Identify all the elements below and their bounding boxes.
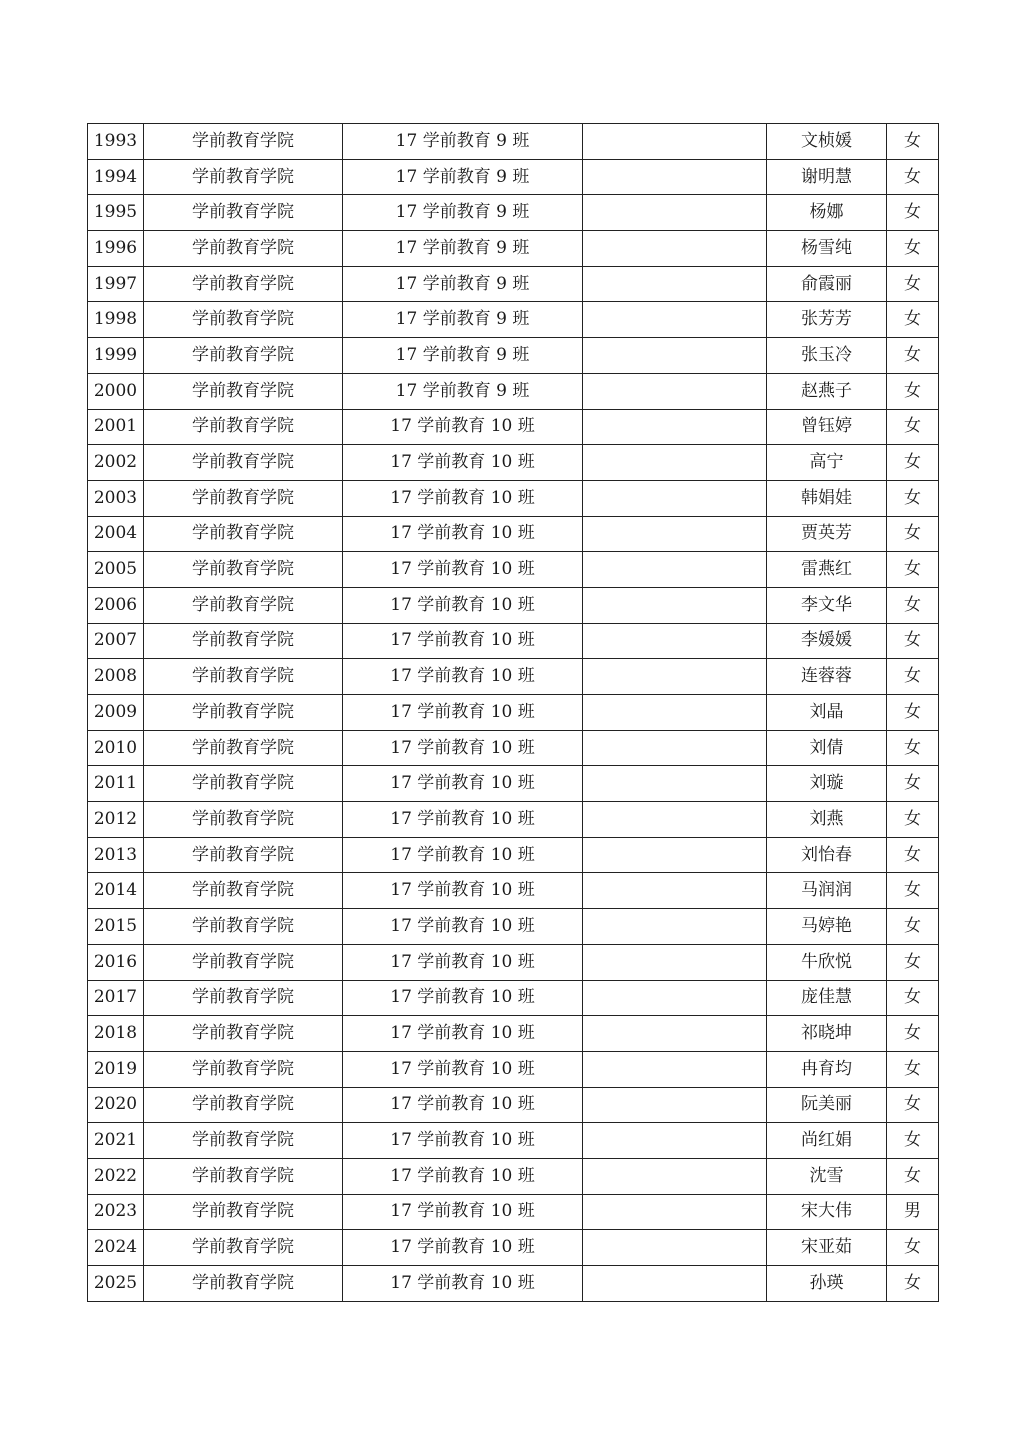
college-cell: 学前教育学院 xyxy=(144,516,343,552)
gender-cell: 女 xyxy=(887,231,939,267)
class-cell: 17 学前教育 10 班 xyxy=(343,659,583,695)
gender-cell: 女 xyxy=(887,1230,939,1266)
row-number-cell: 2024 xyxy=(88,1230,144,1266)
gender-cell: 女 xyxy=(887,445,939,481)
row-number-cell: 2023 xyxy=(88,1194,144,1230)
table-row xyxy=(88,266,939,302)
college-cell: 学前教育学院 xyxy=(144,909,343,945)
table-row xyxy=(88,231,939,267)
row-number-cell: 2007 xyxy=(88,623,144,659)
row-number-cell: 2013 xyxy=(88,837,144,873)
blank-cell xyxy=(583,159,767,195)
blank-cell xyxy=(583,695,767,731)
blank-cell xyxy=(583,944,767,980)
blank-cell xyxy=(583,195,767,231)
gender-cell: 女 xyxy=(887,873,939,909)
blank-cell xyxy=(583,124,767,160)
student-name-cell: 刘璇 xyxy=(767,766,887,802)
row-number-cell: 2000 xyxy=(88,373,144,409)
row-number-cell: 2002 xyxy=(88,445,144,481)
table-row xyxy=(88,802,939,838)
blank-cell xyxy=(583,1051,767,1087)
row-number-cell: 1993 xyxy=(88,124,144,160)
student-name-cell: 连蓉蓉 xyxy=(767,659,887,695)
row-number-cell: 2008 xyxy=(88,659,144,695)
student-name-cell: 李文华 xyxy=(767,587,887,623)
blank-cell xyxy=(583,1266,767,1302)
college-cell: 学前教育学院 xyxy=(144,1194,343,1230)
row-number-cell: 2022 xyxy=(88,1158,144,1194)
row-number-cell: 2018 xyxy=(88,1016,144,1052)
college-cell: 学前教育学院 xyxy=(144,409,343,445)
row-number-cell: 1998 xyxy=(88,302,144,338)
student-name-cell: 刘倩 xyxy=(767,730,887,766)
class-cell: 17 学前教育 10 班 xyxy=(343,623,583,659)
blank-cell xyxy=(583,373,767,409)
student-name-cell: 刘怡春 xyxy=(767,837,887,873)
class-cell: 17 学前教育 10 班 xyxy=(343,1230,583,1266)
table-row xyxy=(88,730,939,766)
blank-cell xyxy=(583,1016,767,1052)
gender-cell: 女 xyxy=(887,159,939,195)
college-cell: 学前教育学院 xyxy=(144,124,343,160)
class-cell: 17 学前教育 10 班 xyxy=(343,766,583,802)
college-cell: 学前教育学院 xyxy=(144,195,343,231)
college-cell: 学前教育学院 xyxy=(144,944,343,980)
college-cell: 学前教育学院 xyxy=(144,159,343,195)
row-number-cell: 2003 xyxy=(88,480,144,516)
table-row xyxy=(88,944,939,980)
table-row xyxy=(88,766,939,802)
blank-cell xyxy=(583,302,767,338)
table-row xyxy=(88,516,939,552)
college-cell: 学前教育学院 xyxy=(144,1123,343,1159)
class-cell: 17 学前教育 10 班 xyxy=(343,1194,583,1230)
table-row xyxy=(88,659,939,695)
college-cell: 学前教育学院 xyxy=(144,980,343,1016)
row-number-cell: 1995 xyxy=(88,195,144,231)
table-row xyxy=(88,195,939,231)
class-cell: 17 学前教育 10 班 xyxy=(343,837,583,873)
college-cell: 学前教育学院 xyxy=(144,873,343,909)
gender-cell: 女 xyxy=(887,802,939,838)
blank-cell xyxy=(583,1087,767,1123)
blank-cell xyxy=(583,802,767,838)
student-name-cell: 尚红娟 xyxy=(767,1123,887,1159)
gender-cell: 女 xyxy=(887,373,939,409)
table-row xyxy=(88,338,939,374)
blank-cell xyxy=(583,1230,767,1266)
gender-cell: 女 xyxy=(887,1158,939,1194)
college-cell: 学前教育学院 xyxy=(144,338,343,374)
student-name-cell: 刘晶 xyxy=(767,695,887,731)
student-name-cell: 沈雪 xyxy=(767,1158,887,1194)
table-row xyxy=(88,480,939,516)
row-number-cell: 2015 xyxy=(88,909,144,945)
college-cell: 学前教育学院 xyxy=(144,1016,343,1052)
gender-cell: 女 xyxy=(887,516,939,552)
row-number-cell: 2001 xyxy=(88,409,144,445)
class-cell: 17 学前教育 10 班 xyxy=(343,730,583,766)
class-cell: 17 学前教育 9 班 xyxy=(343,302,583,338)
college-cell: 学前教育学院 xyxy=(144,659,343,695)
table-row xyxy=(88,837,939,873)
gender-cell: 女 xyxy=(887,409,939,445)
table-row xyxy=(88,373,939,409)
blank-cell xyxy=(583,480,767,516)
student-name-cell: 谢明慧 xyxy=(767,159,887,195)
row-number-cell: 2017 xyxy=(88,980,144,1016)
blank-cell xyxy=(583,231,767,267)
college-cell: 学前教育学院 xyxy=(144,1158,343,1194)
gender-cell: 女 xyxy=(887,944,939,980)
student-name-cell: 冉育均 xyxy=(767,1051,887,1087)
class-cell: 17 学前教育 10 班 xyxy=(343,1016,583,1052)
row-number-cell: 2009 xyxy=(88,695,144,731)
class-cell: 17 学前教育 10 班 xyxy=(343,480,583,516)
class-cell: 17 学前教育 9 班 xyxy=(343,373,583,409)
gender-cell: 女 xyxy=(887,302,939,338)
class-cell: 17 学前教育 10 班 xyxy=(343,1266,583,1302)
student-name-cell: 马润润 xyxy=(767,873,887,909)
college-cell: 学前教育学院 xyxy=(144,373,343,409)
blank-cell xyxy=(583,837,767,873)
table-row xyxy=(88,1051,939,1087)
row-number-cell: 2025 xyxy=(88,1266,144,1302)
gender-cell: 女 xyxy=(887,587,939,623)
gender-cell: 女 xyxy=(887,730,939,766)
college-cell: 学前教育学院 xyxy=(144,587,343,623)
table-row xyxy=(88,159,939,195)
row-number-cell: 2019 xyxy=(88,1051,144,1087)
class-cell: 17 学前教育 10 班 xyxy=(343,802,583,838)
blank-cell xyxy=(583,587,767,623)
blank-cell xyxy=(583,623,767,659)
table-row xyxy=(88,302,939,338)
gender-cell: 女 xyxy=(887,623,939,659)
table-row xyxy=(88,1123,939,1159)
gender-cell: 女 xyxy=(887,480,939,516)
table-row xyxy=(88,1158,939,1194)
class-cell: 17 学前教育 10 班 xyxy=(343,1158,583,1194)
blank-cell xyxy=(583,445,767,481)
student-name-cell: 贾英芳 xyxy=(767,516,887,552)
student-name-cell: 张芳芳 xyxy=(767,302,887,338)
student-name-cell: 阮美丽 xyxy=(767,1087,887,1123)
student-name-cell: 文桢媛 xyxy=(767,124,887,160)
row-number-cell: 1994 xyxy=(88,159,144,195)
college-cell: 学前教育学院 xyxy=(144,445,343,481)
class-cell: 17 学前教育 10 班 xyxy=(343,695,583,731)
gender-cell: 女 xyxy=(887,124,939,160)
class-cell: 17 学前教育 10 班 xyxy=(343,409,583,445)
table-row xyxy=(88,980,939,1016)
class-cell: 17 学前教育 10 班 xyxy=(343,909,583,945)
student-name-cell: 刘燕 xyxy=(767,802,887,838)
table-row xyxy=(88,1230,939,1266)
blank-cell xyxy=(583,980,767,1016)
row-number-cell: 2012 xyxy=(88,802,144,838)
student-name-cell: 韩娟娃 xyxy=(767,480,887,516)
blank-cell xyxy=(583,909,767,945)
college-cell: 学前教育学院 xyxy=(144,730,343,766)
row-number-cell: 2016 xyxy=(88,944,144,980)
gender-cell: 女 xyxy=(887,195,939,231)
student-name-cell: 杨雪纯 xyxy=(767,231,887,267)
college-cell: 学前教育学院 xyxy=(144,837,343,873)
table-row xyxy=(88,445,939,481)
gender-cell: 女 xyxy=(887,338,939,374)
blank-cell xyxy=(583,1158,767,1194)
blank-cell xyxy=(583,338,767,374)
class-cell: 17 学前教育 10 班 xyxy=(343,1123,583,1159)
class-cell: 17 学前教育 10 班 xyxy=(343,873,583,909)
table-row xyxy=(88,409,939,445)
student-name-cell: 曾钰婷 xyxy=(767,409,887,445)
class-cell: 17 学前教育 10 班 xyxy=(343,587,583,623)
row-number-cell: 2021 xyxy=(88,1123,144,1159)
blank-cell xyxy=(583,730,767,766)
table-row xyxy=(88,552,939,588)
gender-cell: 女 xyxy=(887,1051,939,1087)
gender-cell: 女 xyxy=(887,1123,939,1159)
row-number-cell: 1999 xyxy=(88,338,144,374)
blank-cell xyxy=(583,516,767,552)
student-name-cell: 李媛媛 xyxy=(767,623,887,659)
student-name-cell: 庞佳慧 xyxy=(767,980,887,1016)
class-cell: 17 学前教育 10 班 xyxy=(343,552,583,588)
college-cell: 学前教育学院 xyxy=(144,766,343,802)
gender-cell: 女 xyxy=(887,1087,939,1123)
student-name-cell: 宋亚茹 xyxy=(767,1230,887,1266)
row-number-cell: 2010 xyxy=(88,730,144,766)
student-name-cell: 马婷艳 xyxy=(767,909,887,945)
gender-cell: 女 xyxy=(887,909,939,945)
college-cell: 学前教育学院 xyxy=(144,480,343,516)
student-roster-table xyxy=(87,123,939,1302)
gender-cell: 女 xyxy=(887,552,939,588)
row-number-cell: 2014 xyxy=(88,873,144,909)
college-cell: 学前教育学院 xyxy=(144,695,343,731)
class-cell: 17 学前教育 9 班 xyxy=(343,338,583,374)
student-name-cell: 俞霞丽 xyxy=(767,266,887,302)
college-cell: 学前教育学院 xyxy=(144,231,343,267)
blank-cell xyxy=(583,766,767,802)
blank-cell xyxy=(583,266,767,302)
table-row xyxy=(88,695,939,731)
gender-cell: 女 xyxy=(887,659,939,695)
row-number-cell: 2006 xyxy=(88,587,144,623)
table-row xyxy=(88,1194,939,1230)
college-cell: 学前教育学院 xyxy=(144,302,343,338)
class-cell: 17 学前教育 9 班 xyxy=(343,266,583,302)
college-cell: 学前教育学院 xyxy=(144,1230,343,1266)
row-number-cell: 1997 xyxy=(88,266,144,302)
class-cell: 17 学前教育 9 班 xyxy=(343,195,583,231)
student-name-cell: 孙瑛 xyxy=(767,1266,887,1302)
student-name-cell: 高宁 xyxy=(767,445,887,481)
college-cell: 学前教育学院 xyxy=(144,802,343,838)
table-row xyxy=(88,124,939,160)
table-row xyxy=(88,587,939,623)
row-number-cell: 1996 xyxy=(88,231,144,267)
college-cell: 学前教育学院 xyxy=(144,623,343,659)
row-number-cell: 2005 xyxy=(88,552,144,588)
class-cell: 17 学前教育 9 班 xyxy=(343,159,583,195)
student-name-cell: 宋大伟 xyxy=(767,1194,887,1230)
class-cell: 17 学前教育 10 班 xyxy=(343,1051,583,1087)
class-cell: 17 学前教育 10 班 xyxy=(343,1087,583,1123)
row-number-cell: 2020 xyxy=(88,1087,144,1123)
college-cell: 学前教育学院 xyxy=(144,1087,343,1123)
table-row xyxy=(88,909,939,945)
gender-cell: 男 xyxy=(887,1194,939,1230)
student-name-cell: 张玉冷 xyxy=(767,338,887,374)
blank-cell xyxy=(583,552,767,588)
student-name-cell: 杨娜 xyxy=(767,195,887,231)
row-number-cell: 2004 xyxy=(88,516,144,552)
gender-cell: 女 xyxy=(887,1016,939,1052)
student-name-cell: 祁晓坤 xyxy=(767,1016,887,1052)
class-cell: 17 学前教育 9 班 xyxy=(343,124,583,160)
table-row xyxy=(88,1266,939,1302)
student-name-cell: 牛欣悦 xyxy=(767,944,887,980)
class-cell: 17 学前教育 10 班 xyxy=(343,980,583,1016)
table-row xyxy=(88,1016,939,1052)
college-cell: 学前教育学院 xyxy=(144,552,343,588)
blank-cell xyxy=(583,873,767,909)
table-row xyxy=(88,623,939,659)
gender-cell: 女 xyxy=(887,766,939,802)
roster-body xyxy=(88,124,939,1302)
gender-cell: 女 xyxy=(887,695,939,731)
table-row xyxy=(88,1087,939,1123)
row-number-cell: 2011 xyxy=(88,766,144,802)
college-cell: 学前教育学院 xyxy=(144,1266,343,1302)
gender-cell: 女 xyxy=(887,266,939,302)
class-cell: 17 学前教育 10 班 xyxy=(343,944,583,980)
class-cell: 17 学前教育 10 班 xyxy=(343,516,583,552)
college-cell: 学前教育学院 xyxy=(144,266,343,302)
student-name-cell: 赵燕子 xyxy=(767,373,887,409)
class-cell: 17 学前教育 9 班 xyxy=(343,231,583,267)
class-cell: 17 学前教育 10 班 xyxy=(343,445,583,481)
blank-cell xyxy=(583,409,767,445)
blank-cell xyxy=(583,1123,767,1159)
college-cell: 学前教育学院 xyxy=(144,1051,343,1087)
gender-cell: 女 xyxy=(887,837,939,873)
blank-cell xyxy=(583,1194,767,1230)
student-name-cell: 雷燕红 xyxy=(767,552,887,588)
table-row xyxy=(88,873,939,909)
gender-cell: 女 xyxy=(887,980,939,1016)
gender-cell: 女 xyxy=(887,1266,939,1302)
blank-cell xyxy=(583,659,767,695)
